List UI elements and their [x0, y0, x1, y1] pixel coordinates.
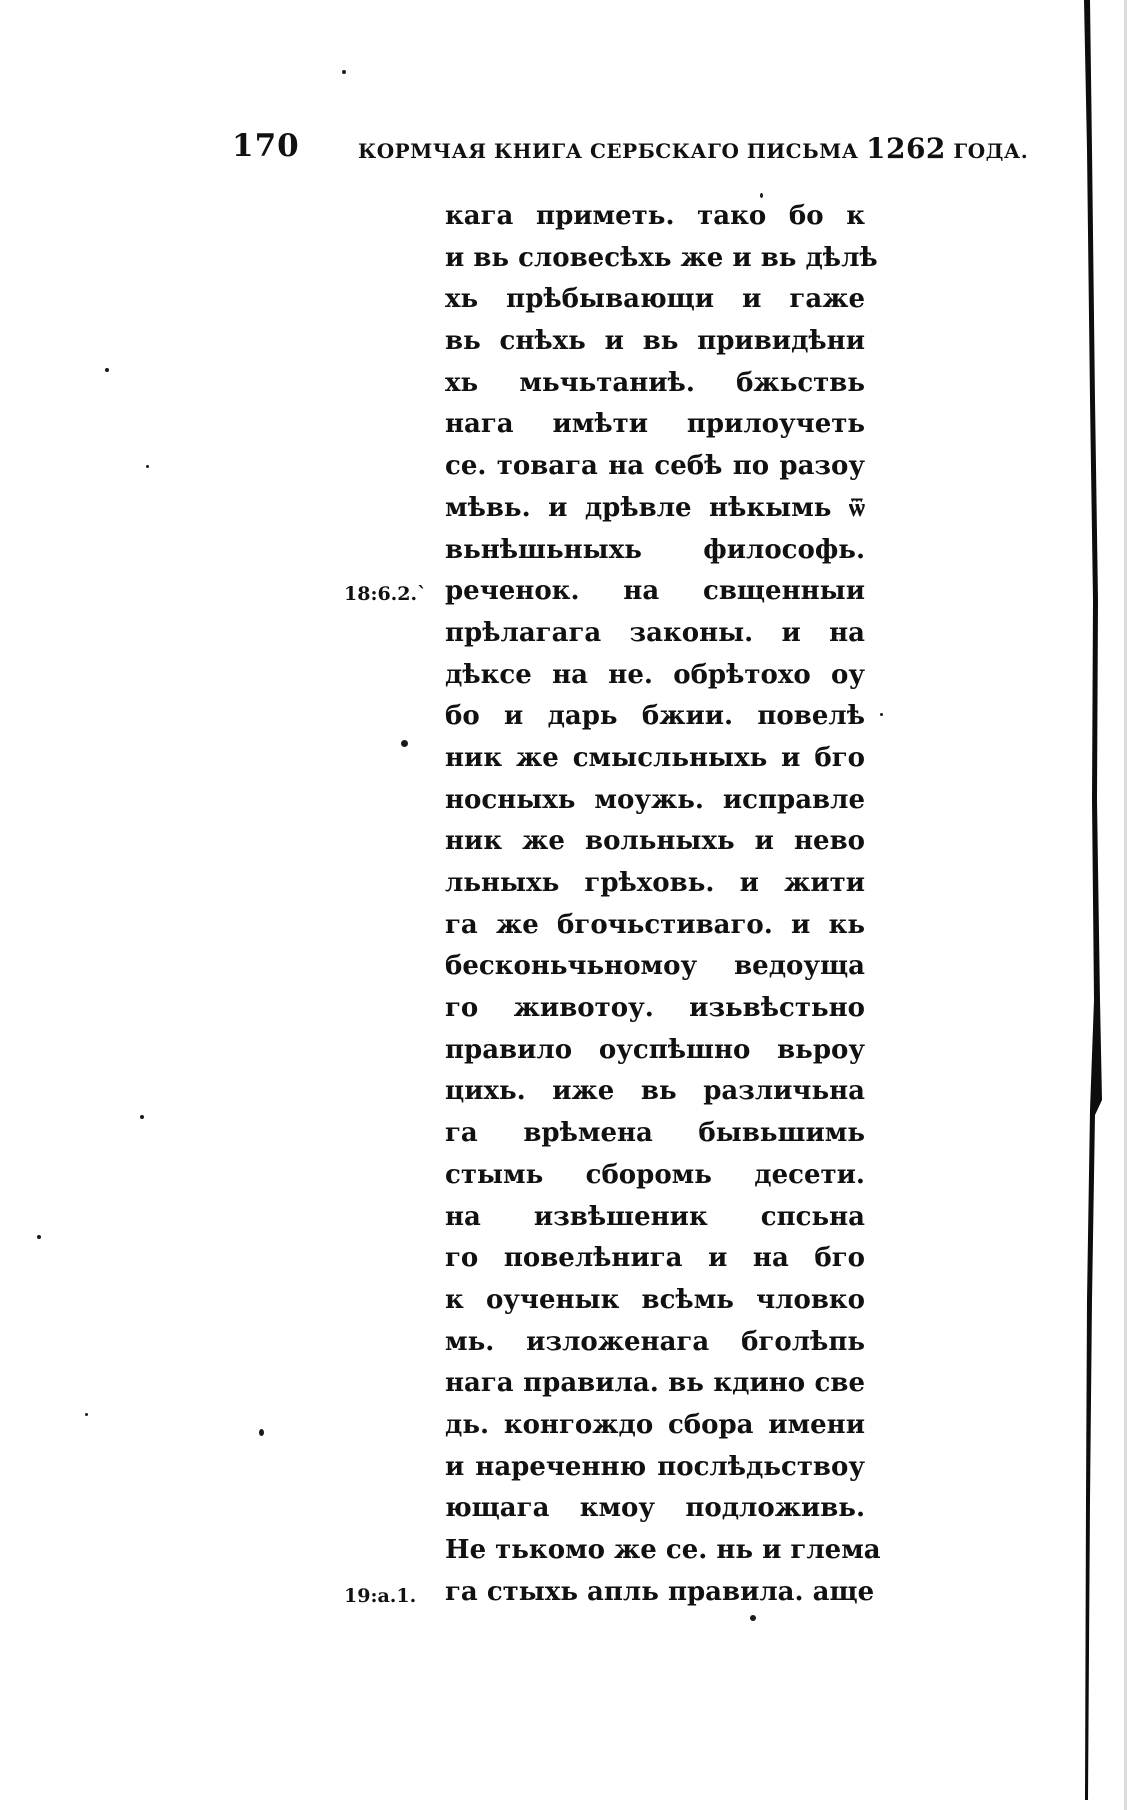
page-number: 170: [232, 128, 300, 164]
text-line: цихь. иже вь различьна: [445, 1076, 865, 1107]
page-edge-shadow: [1040, 0, 1140, 1810]
running-head: [358, 132, 1029, 166]
text-line: правило оуспѣшно вьроу: [445, 1034, 865, 1065]
running-head-year: 1262: [865, 132, 946, 165]
text-line: мь. изложенага бголѣпь: [445, 1326, 865, 1357]
text-line: на извѣшеник спсьна: [445, 1201, 865, 1232]
text-line: ющага кмоу подложивь.: [445, 1493, 865, 1524]
scan-speck: [760, 193, 763, 198]
text-line: льныхь грѣховь. и жити: [445, 868, 865, 898]
text-line: хь мьчьтаниѣ. бжьствь: [445, 367, 865, 398]
text-line: вь снѣхь и вь привидѣни: [445, 326, 865, 357]
text-line: нага имѣти прилоучеть: [445, 409, 865, 440]
text-line: га же бгочьстиваго. и кь: [445, 909, 865, 940]
text-line: го животоу. изьвѣстьно: [445, 993, 865, 1024]
text-line: и нареченню послѣдьствоу: [445, 1451, 865, 1482]
text-line: вьнѣшьныхь философь.: [445, 534, 865, 565]
margin-reference: 18:6.2.`: [344, 583, 427, 605]
text-column: [445, 196, 881, 1613]
text-line: га врѣмена бывьшимь: [445, 1118, 865, 1149]
scan-speck: [85, 1413, 88, 1416]
scan-speck: [37, 1235, 41, 1239]
text-line: се. товага на себѣ по разоу: [445, 451, 865, 482]
margin-reference: 19:a.1.: [344, 1585, 417, 1607]
text-line: реченок. на свщенныи: [445, 576, 865, 607]
scan-speck: [401, 740, 408, 747]
text-line: нага правила. вь кдино све: [445, 1368, 865, 1399]
scan-speck: [342, 70, 346, 74]
text-line: дь. конгождо сбора имени: [445, 1409, 865, 1440]
text-line: и вь словесѣхь же и вь дѣлѣ: [445, 242, 878, 273]
text-line: мѣвь. и дрѣвле нѣкымь ѿ: [445, 492, 865, 523]
text-line: ник же вольныхь и нево: [445, 826, 865, 857]
scan-speck: [880, 713, 883, 716]
text-line: прѣлагага законы. и на: [445, 617, 865, 648]
text-line: бо и дарь бжии. повелѣ: [445, 701, 865, 732]
text-line: носныхь моужь. исправле: [445, 784, 865, 815]
text-line: кага приметь. тако бо к: [445, 201, 865, 231]
running-head-end: ГОДА.: [953, 139, 1029, 163]
scan-speck: [146, 465, 149, 468]
scan-speck: [750, 1615, 756, 1621]
text-line: го повелѣнига и на бго: [445, 1243, 865, 1274]
text-line: стымь сборомь десети.: [445, 1159, 865, 1190]
text-line: га стыхь апль правила. аще: [445, 1576, 875, 1607]
text-line: дѣксе на не. обрѣтохо оу: [445, 659, 865, 690]
text-line: бесконьчьномоу ведоуща: [445, 951, 865, 982]
running-head-title: КОРМЧАЯ КНИГА СЕРБСКАГО ПИСЬМА: [358, 139, 859, 163]
scan-speck: [105, 368, 109, 372]
scan-speck: [259, 1429, 264, 1436]
text-line: ник же смысльныхь и бго: [445, 742, 865, 773]
text-line: хь прѣбывающи и гаже: [445, 284, 865, 315]
scan-speck: [140, 1115, 144, 1119]
text-line: Не тькомо же се. нь и глема: [445, 1535, 881, 1565]
text-line: к оученык всѣмь чловко: [445, 1284, 865, 1315]
